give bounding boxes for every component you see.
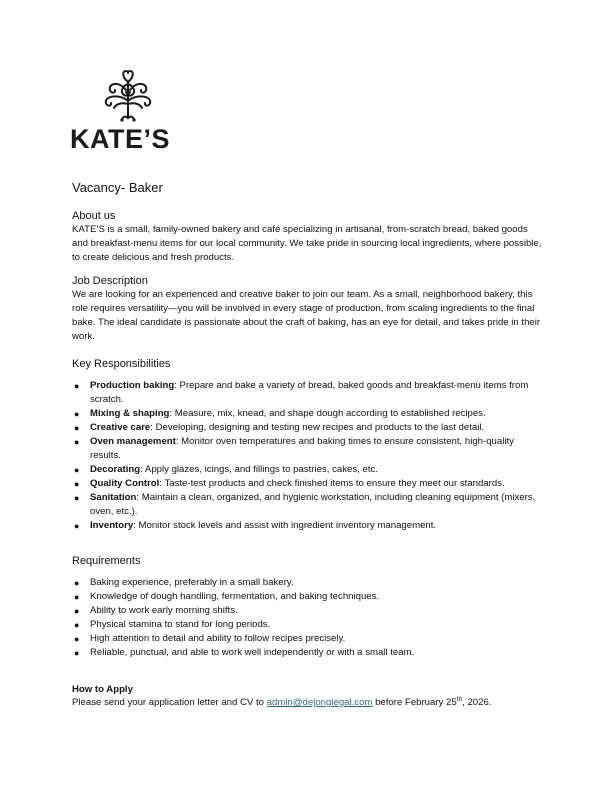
list-item	[72, 604, 542, 618]
about-heading: About us	[72, 210, 116, 222]
apply-text-before: Please send your application letter and CV to	[72, 697, 267, 708]
item-text: : Taste-test products and check finished items to ensure they meet our standards.	[159, 478, 505, 489]
list-item	[72, 407, 542, 421]
responsibilities-section	[72, 358, 542, 533]
list-item	[72, 590, 542, 604]
apply-text-mid: before February 25	[372, 697, 457, 708]
how-to-apply-body	[72, 696, 542, 710]
bullet-icon: ●	[74, 634, 80, 644]
item-label: Creative care	[90, 422, 151, 433]
responsibilities-heading: Key Responsibilities	[72, 358, 171, 370]
bullet-icon: ●	[74, 606, 80, 616]
bullet-icon: ●	[74, 479, 80, 489]
item-label: Inventory	[90, 520, 134, 531]
bullet-icon: ●	[74, 423, 80, 433]
item-text: : Apply glazes, icings, and fillings to pastries, cakes, etc.	[140, 464, 378, 475]
job-description-section	[72, 275, 542, 344]
item-label: Sanitation	[90, 492, 137, 503]
item-text: : Monitor oven temperatures and baking times to ensure consistent, high-quality results.	[90, 436, 514, 461]
requirements-list	[72, 576, 542, 660]
bullet-icon: ●	[74, 409, 80, 419]
decorative-tree-heart-icon	[100, 68, 156, 124]
item-label: Oven management	[90, 436, 176, 447]
apply-text-after: , 2026.	[462, 697, 492, 708]
item-text: : Prepare and bake a variety of bread, baked goods and breakfast-menu items from scratch.	[90, 380, 529, 405]
about-section	[72, 210, 542, 265]
about-body: KATE’S is a small, family-owned bakery and café specializing in artisanal, from-scratch bread, baked goods and breakfast-menu items for our local community. We take pride in sourcing local ingredients, where possible, to create delicious and fresh products.	[72, 224, 542, 263]
document-body	[72, 180, 542, 720]
list-item	[72, 519, 542, 533]
item-label: Production baking	[90, 380, 175, 391]
item-text: High attention to detail and ability to follow recipes precisely.	[90, 633, 346, 644]
how-to-apply-heading: How to Apply	[72, 684, 133, 695]
bullet-icon: ●	[74, 592, 80, 602]
page-title: Vacancy- Baker	[72, 180, 163, 195]
item-label: Quality Control	[90, 478, 160, 489]
job-description-body: We are looking for an experienced and creative baker to join our team. As a small, neighborhood bakery, this role requires versatility—you will be involved in every stage of production, from scaling ingredients to the final bake. The ideal candidate is passionate about the craft of baking, has an eye for detail, and takes pride in their work.	[72, 289, 541, 342]
item-label: Decorating	[90, 464, 141, 475]
responsibilities-list	[72, 379, 542, 533]
ordinal-suffix: th	[456, 695, 463, 703]
bullet-icon: ●	[74, 493, 80, 503]
list-item	[72, 463, 542, 477]
item-text: Ability to work early morning shifts.	[90, 605, 238, 616]
requirements-heading: Requirements	[72, 555, 141, 567]
logo-wordmark: KATE’S	[70, 124, 171, 154]
bullet-icon: ●	[74, 620, 80, 630]
job-description-heading: Job Description	[72, 275, 148, 287]
bullet-icon: ●	[74, 381, 80, 391]
list-item	[72, 435, 542, 463]
bullet-icon: ●	[74, 578, 80, 588]
list-item	[72, 618, 542, 632]
item-text: Physical stamina to stand for long periods.	[90, 619, 271, 630]
list-item	[72, 632, 542, 646]
list-item	[72, 491, 542, 519]
requirements-section	[72, 555, 542, 660]
kates-logo	[70, 68, 186, 156]
bullet-icon: ●	[74, 648, 80, 658]
item-text: : Measure, mix, knead, and shape dough according to established recipes.	[169, 408, 486, 419]
item-text: : Developing, designing and testing new recipes and products to the last detail.	[150, 422, 485, 433]
item-text: Baking experience, preferably in a small bakery.	[90, 577, 294, 588]
bullet-icon: ●	[74, 521, 80, 531]
list-item	[72, 379, 542, 407]
item-text: : Maintain a clean, organized, and hygienic workstation, including cleaning equipment (mixers, oven, etc.).	[90, 492, 536, 517]
how-to-apply-section	[72, 683, 542, 710]
item-text: Reliable, punctual, and able to work well independently or with a small team.	[90, 647, 415, 658]
email-link[interactable]: admin@dejonglegal.com	[266, 697, 373, 708]
list-item	[72, 477, 542, 491]
item-text: : Monitor stock levels and assist with ingredient inventory management.	[133, 520, 437, 531]
bullet-icon: ●	[74, 437, 80, 447]
item-label: Mixing & shaping	[90, 408, 170, 419]
list-item	[72, 421, 542, 435]
item-text: Knowledge of dough handling, fermentation, and baking techniques.	[90, 591, 380, 602]
list-item	[72, 576, 542, 590]
list-item	[72, 646, 542, 660]
bullet-icon: ●	[74, 465, 80, 475]
